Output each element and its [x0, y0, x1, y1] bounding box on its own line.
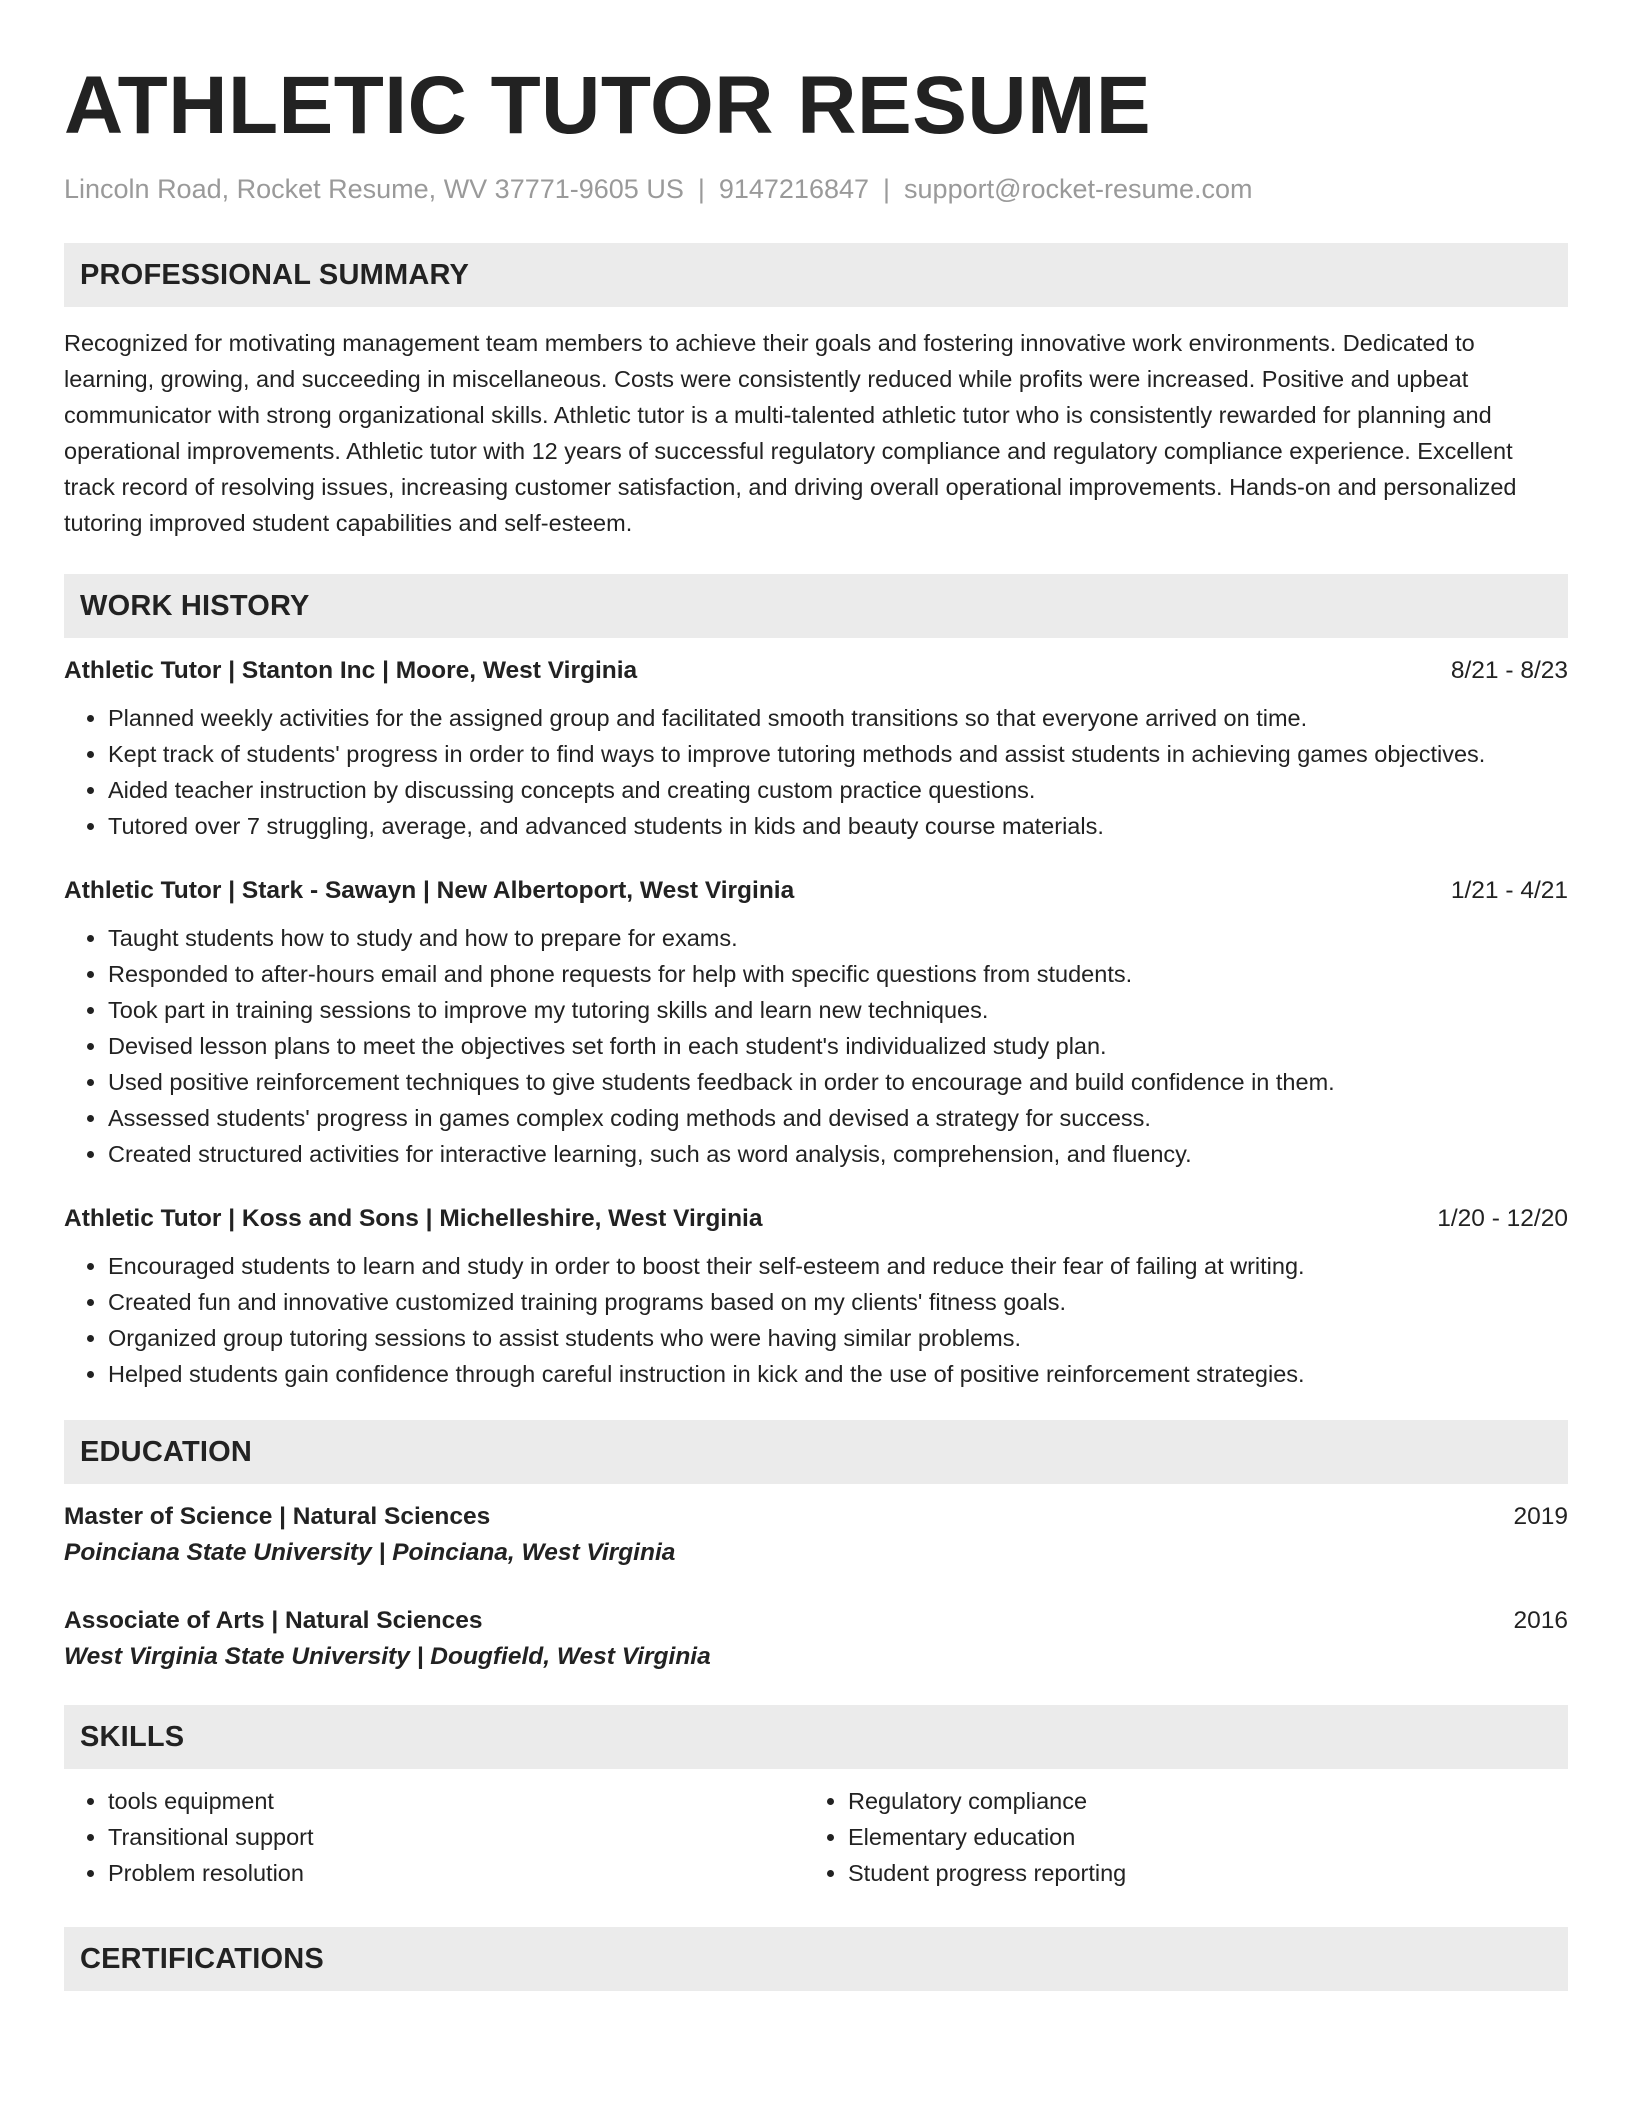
skills-column-left — [64, 1783, 804, 1891]
job-dates: 1/20 - 12/20 — [1437, 1205, 1568, 1232]
section-heading-work-history: WORK HISTORY — [64, 574, 1568, 638]
job-entry — [64, 874, 1568, 1172]
contact-line — [64, 172, 1568, 206]
list-item: • tools equipment — [108, 1783, 804, 1819]
job-dates: 1/21 - 4/21 — [1450, 877, 1568, 904]
list-item: • Encouraged students to learn and study in order to boost their self-esteem and reduce their fear of failing at writing. — [108, 1248, 1568, 1284]
summary-text: Recognized for motivating management team members to achieve their goals and fostering innovative work environments. Dedicated to learning, growing, and succeeding in miscellaneous. Costs were consistently reduced while profits were increased. Positive and upbeat communicator with strong organizational skills. Athletic tutor is a multi-talented athletic tutor who is consistently rewarded for planning and operational improvements. Athletic tutor with 12 years of successful regulatory compliance and regulatory compliance experience. Excellent track record of resolving issues, increasing customer satisfaction, and driving overall operational improvements. Hands-on and personalized tutoring improved student capabilities and self-esteem. — [64, 330, 1517, 536]
contact-address: Lincoln Road, Rocket Resume, WV 37771-9605 US — [64, 174, 684, 204]
contact-phone: 9147216847 — [718, 174, 870, 204]
list-item: • Took part in training sessions to improve my tutoring skills and learn new techniques. — [108, 992, 1568, 1028]
education-degree: Master of Science | Natural Sciences — [64, 1503, 491, 1530]
job-bullets — [64, 700, 1568, 844]
section-heading-certifications: CERTIFICATIONS — [64, 1927, 1568, 1991]
skills-column-right — [804, 1783, 1544, 1891]
list-item: • Aided teacher instruction by discussing concepts and creating custom practice questions. — [108, 772, 1568, 808]
list-item: • Assessed students' progress in games complex coding methods and devised a strategy for success. — [108, 1100, 1568, 1136]
list-item: • Created structured activities for interactive learning, such as word analysis, comprehension, and fluency. — [108, 1136, 1568, 1172]
job-header — [64, 874, 1568, 908]
list-item: • Taught students how to study and how to prepare for exams. — [108, 920, 1568, 956]
list-item: • Organized group tutoring sessions to assist students who were having similar problems. — [108, 1320, 1568, 1356]
job-title: Athletic Tutor | Koss and Sons | Michelleshire, West Virginia — [64, 1205, 763, 1232]
section-heading-summary: PROFESSIONAL SUMMARY — [64, 243, 1568, 307]
list-item: • Created fun and innovative customized training programs based on my clients' fitness goals. — [108, 1284, 1568, 1320]
education-year: 2016 — [1513, 1607, 1568, 1634]
education-school: West Virginia State University | Dougfield, West Virginia — [64, 1643, 711, 1670]
contact-separator: | — [883, 174, 891, 204]
list-item: • Elementary education — [848, 1819, 1544, 1855]
job-entry — [64, 1202, 1568, 1392]
list-item: • Responded to after-hours email and phone requests for help with specific questions from students. — [108, 956, 1568, 992]
education-entry — [64, 1500, 1568, 1572]
section-heading-skills: SKILLS — [64, 1705, 1568, 1769]
contact-email: support@rocket-resume.com — [904, 174, 1253, 204]
job-dates: 8/21 - 8/23 — [1450, 657, 1568, 684]
job-header — [64, 1202, 1568, 1236]
resume-title: ATHLETIC TUTOR RESUME — [64, 60, 1152, 151]
contact-separator: | — [697, 174, 705, 204]
list-item: • Problem resolution — [108, 1855, 804, 1891]
education-header — [64, 1604, 1568, 1638]
job-title: Athletic Tutor | Stark - Sawayn | New Albertoport, West Virginia — [64, 877, 795, 904]
job-entry — [64, 654, 1568, 844]
skills-list — [64, 1783, 1568, 1891]
education-entry — [64, 1604, 1568, 1676]
education-degree: Associate of Arts | Natural Sciences — [64, 1607, 483, 1634]
section-heading-education: EDUCATION — [64, 1420, 1568, 1484]
education-header — [64, 1500, 1568, 1534]
list-item: • Regulatory compliance — [848, 1783, 1544, 1819]
list-item: • Kept track of students' progress in order to find ways to improve tutoring methods and assist students in achieving games objectives. — [108, 736, 1568, 772]
job-bullets — [64, 920, 1568, 1172]
education-school: Poinciana State University | Poinciana, West Virginia — [64, 1539, 676, 1566]
list-item: • Tutored over 7 struggling, average, and advanced students in kids and beauty course materials. — [108, 808, 1568, 844]
list-item: • Used positive reinforcement techniques to give students feedback in order to encourage and build confidence in them. — [108, 1064, 1568, 1100]
job-header — [64, 654, 1568, 688]
job-title: Athletic Tutor | Stanton Inc | Moore, West Virginia — [64, 657, 638, 684]
education-year: 2019 — [1513, 1503, 1568, 1530]
list-item: • Planned weekly activities for the assigned group and facilitated smooth transitions so that everyone arrived on time. — [108, 700, 1568, 736]
job-bullets — [64, 1248, 1568, 1392]
list-item: • Devised lesson plans to meet the objectives set forth in each student's individualized study plan. — [108, 1028, 1568, 1064]
list-item: • Helped students gain confidence through careful instruction in kick and the use of positive reinforcement strategies. — [108, 1356, 1568, 1392]
list-item: • Student progress reporting — [848, 1855, 1544, 1891]
list-item: • Transitional support — [108, 1819, 804, 1855]
